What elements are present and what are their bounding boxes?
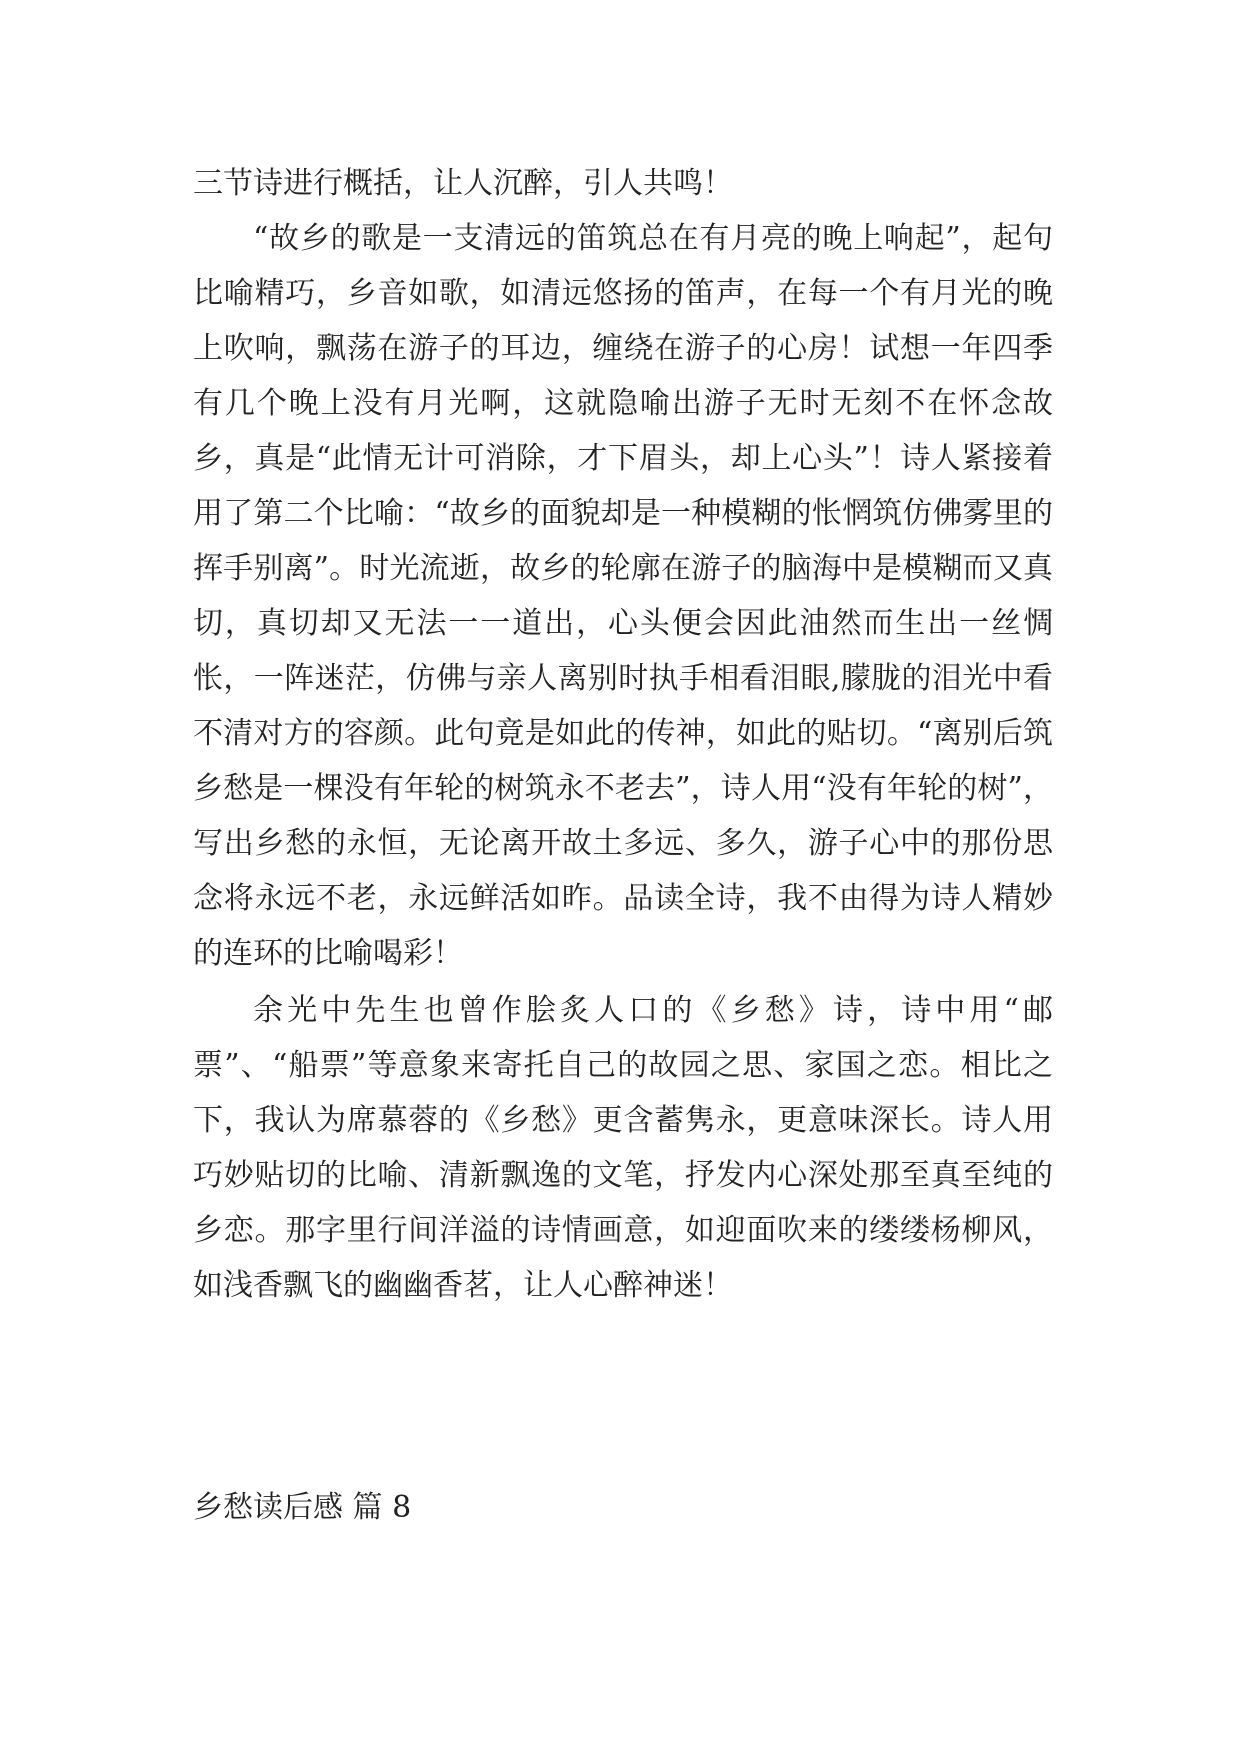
paragraph-text: 余光中先生也曾作脍炙人口的《乡愁》诗，诗中用“邮票”、“船票”等意象来寄托自己的故园之思、家国之恋。相比之下，我认为席慕蓉的《乡愁》更含蓄隽永，更意味深长。诗人用巧妙贴切的比喻、清新飘逸的文笔，抒发内心深处那至真至纯的乡恋。那字里行间洋溢的诗情画意，如迎面吹来的缕缕杨柳风，如浅香飘飞的幽幽香茗，让人心醉神迷！ — [193, 993, 1053, 1303]
paragraph-metaphor-analysis — [193, 211, 1053, 981]
paragraph-comparison — [193, 983, 1053, 1313]
paragraph-text: 三节诗进行概括，让人沉醉，引人共鸣！ — [193, 166, 733, 201]
paragraph-continuation — [193, 156, 1053, 211]
paragraph-text: “故乡的歌是一支清远的笛筑总在有月亮的晚上响起”，起句比喻精巧，乡音如歌，如清远悠扬的笛声，在每一个有月光的晚上吹响，飘荡在游子的耳边，缠绕在游子的心房！试想一年四季有几个晚上没有月光啊，这就隐喻出游子无时无刻不在怀念故乡，真是“此情无计可消除，才下眉头，却上心头”！诗人紧接着用了第二个比喻：“故乡的面貌却是一种模糊的怅惘筑仿佛雾里的挥手别离”。时光流逝，故乡的轮廓在游子的脑海中是模糊而又真切，真切却又无法一一道出，心头便会因此油然而生出一丝惆怅，一阵迷茫，仿佛与亲人离别时执手相看泪眼,朦胧的泪光中看不清对方的容颜。此句竟是如此的传神，如此的贴切。“离别后筑乡愁是一棵没有年轮的树筑永不老去”，诗人用“没有年轮的树”，写出乡愁的永恒，无论离开故土多远、多久，游子心中的那份思念将永远不老，永远鲜活如昨。品读全诗，我不由得为诗人精妙的连环的比喻喝彩！ — [193, 221, 1053, 971]
section-heading: 乡愁读后感 篇 8 — [193, 1490, 412, 1525]
